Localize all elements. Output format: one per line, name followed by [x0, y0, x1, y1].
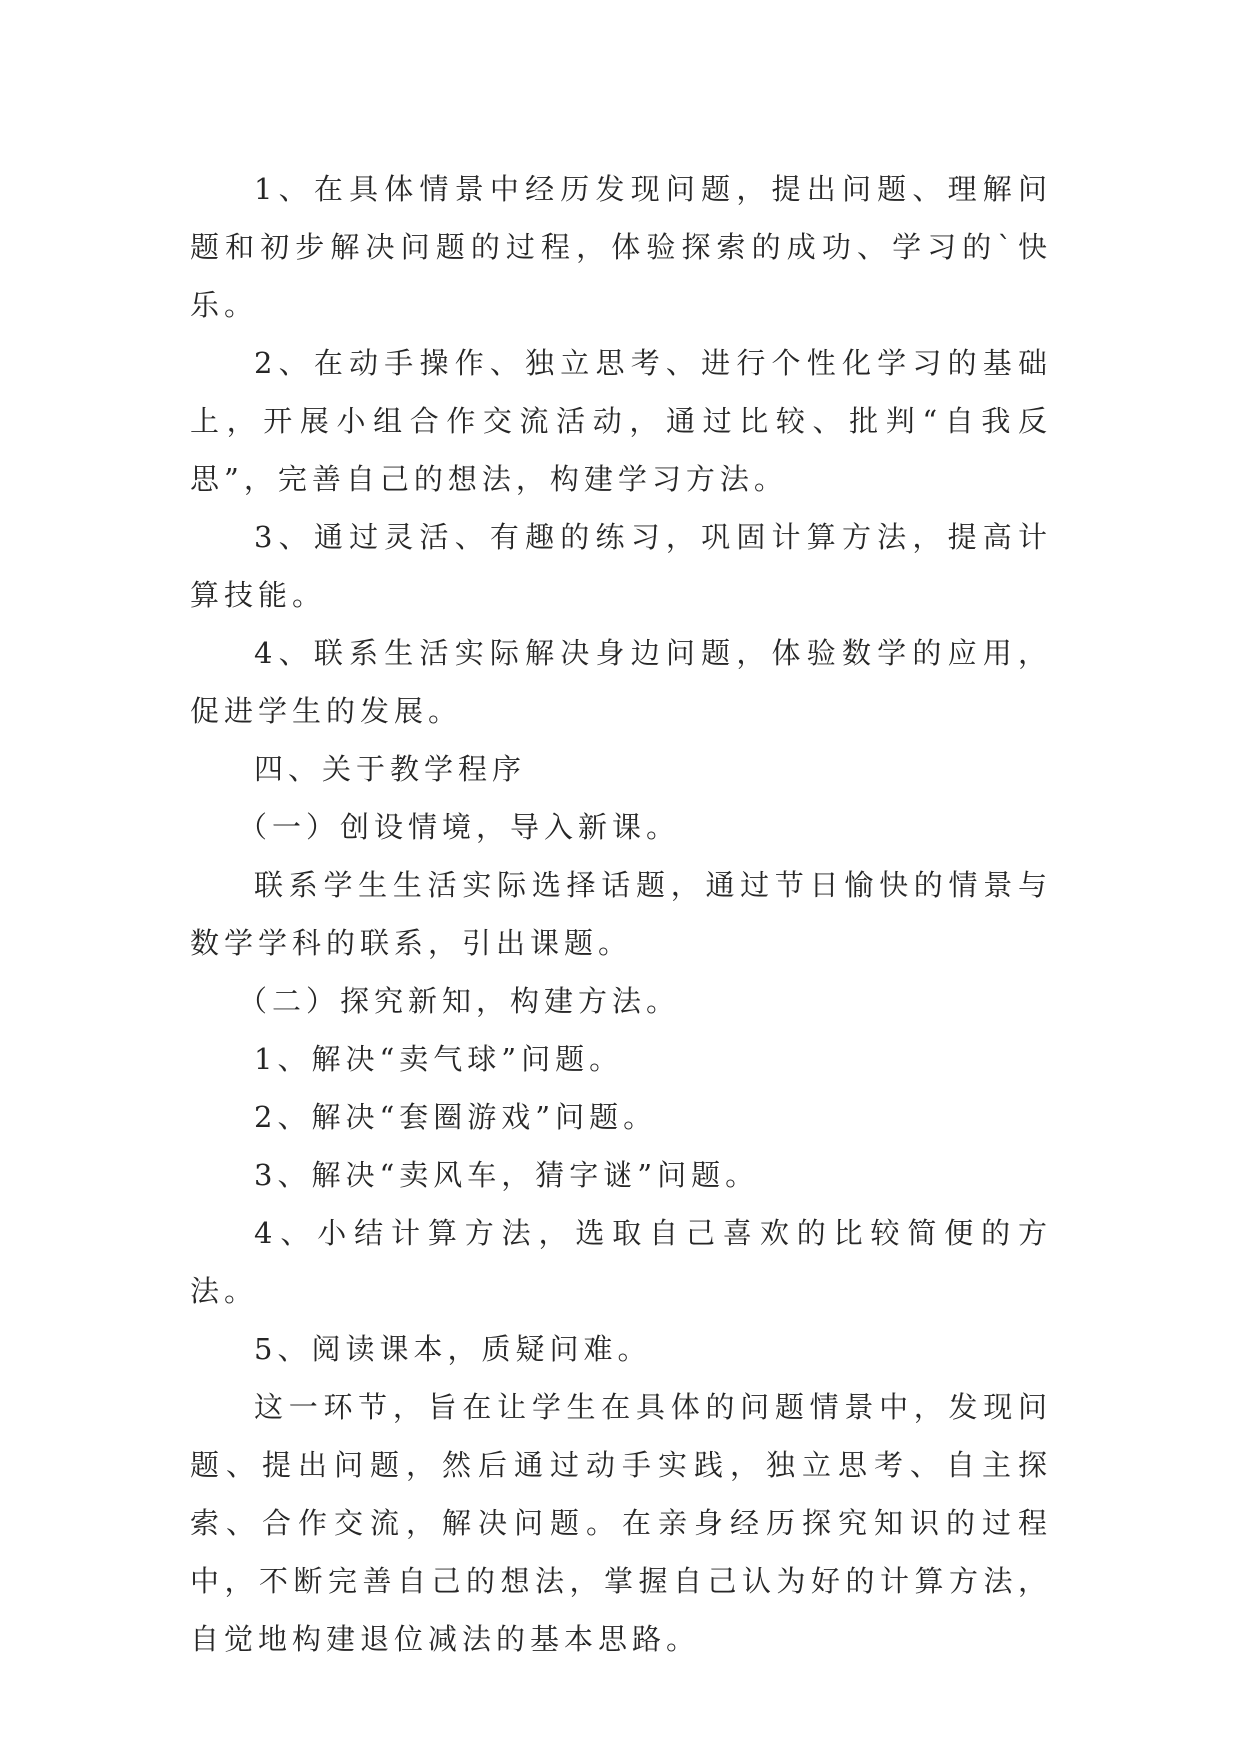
subsection-heading-2: （二）探究新知，构建方法。: [238, 984, 681, 1018]
document-body: [190, 160, 1052, 1668]
step-1-item: 1、解决“卖气球”问题。: [254, 1042, 624, 1076]
section-heading: 四、关于教学程序: [254, 752, 527, 786]
step-2-item: 2、解决“套圈游戏”问题。: [254, 1100, 658, 1134]
goal-3-paragraph: 3、通过灵活、有趣的练习，巩固计算方法，提高计算技能。: [190, 520, 1052, 612]
subsection-heading-1: （一）创设情境，导入新课。: [238, 810, 681, 844]
summary-paragraph: 这一环节，旨在让学生在具体的问题情景中，发现问题、提出问题，然后通过动手实践，独立思考、自主探索、合作交流，解决问题。在亲身经历探究知识的过程中，不断完善自己的想法，掌握自己认为好的计算方法，自觉地构建退位减法的基本思路。: [190, 1390, 1052, 1656]
goal-1-paragraph: 1、在具体情景中经历发现问题，提出问题、理解问题和初步解决问题的过程，体验探索的成功、学习的`快乐。: [190, 172, 1052, 322]
goal-4-paragraph: 4、联系生活实际解决身边问题，体验数学的应用，促进学生的发展。: [190, 636, 1052, 728]
intro-paragraph: 联系学生生活实际选择话题，通过节日愉快的情景与数学学科的联系，引出课题。: [190, 868, 1052, 960]
step-5-item: 5、阅读课本，质疑问难。: [254, 1332, 652, 1366]
goal-2-paragraph: 2、在动手操作、独立思考、进行个性化学习的基础上，开展小组合作交流活动，通过比较、批判“自我反思”，完善自己的想法，构建学习方法。: [190, 346, 1052, 496]
step-4-item: 4、小结计算方法，选取自己喜欢的比较简便的方法。: [190, 1216, 1052, 1308]
step-3-item: 3、解决“卖风车，猜字谜”问题。: [254, 1158, 760, 1192]
